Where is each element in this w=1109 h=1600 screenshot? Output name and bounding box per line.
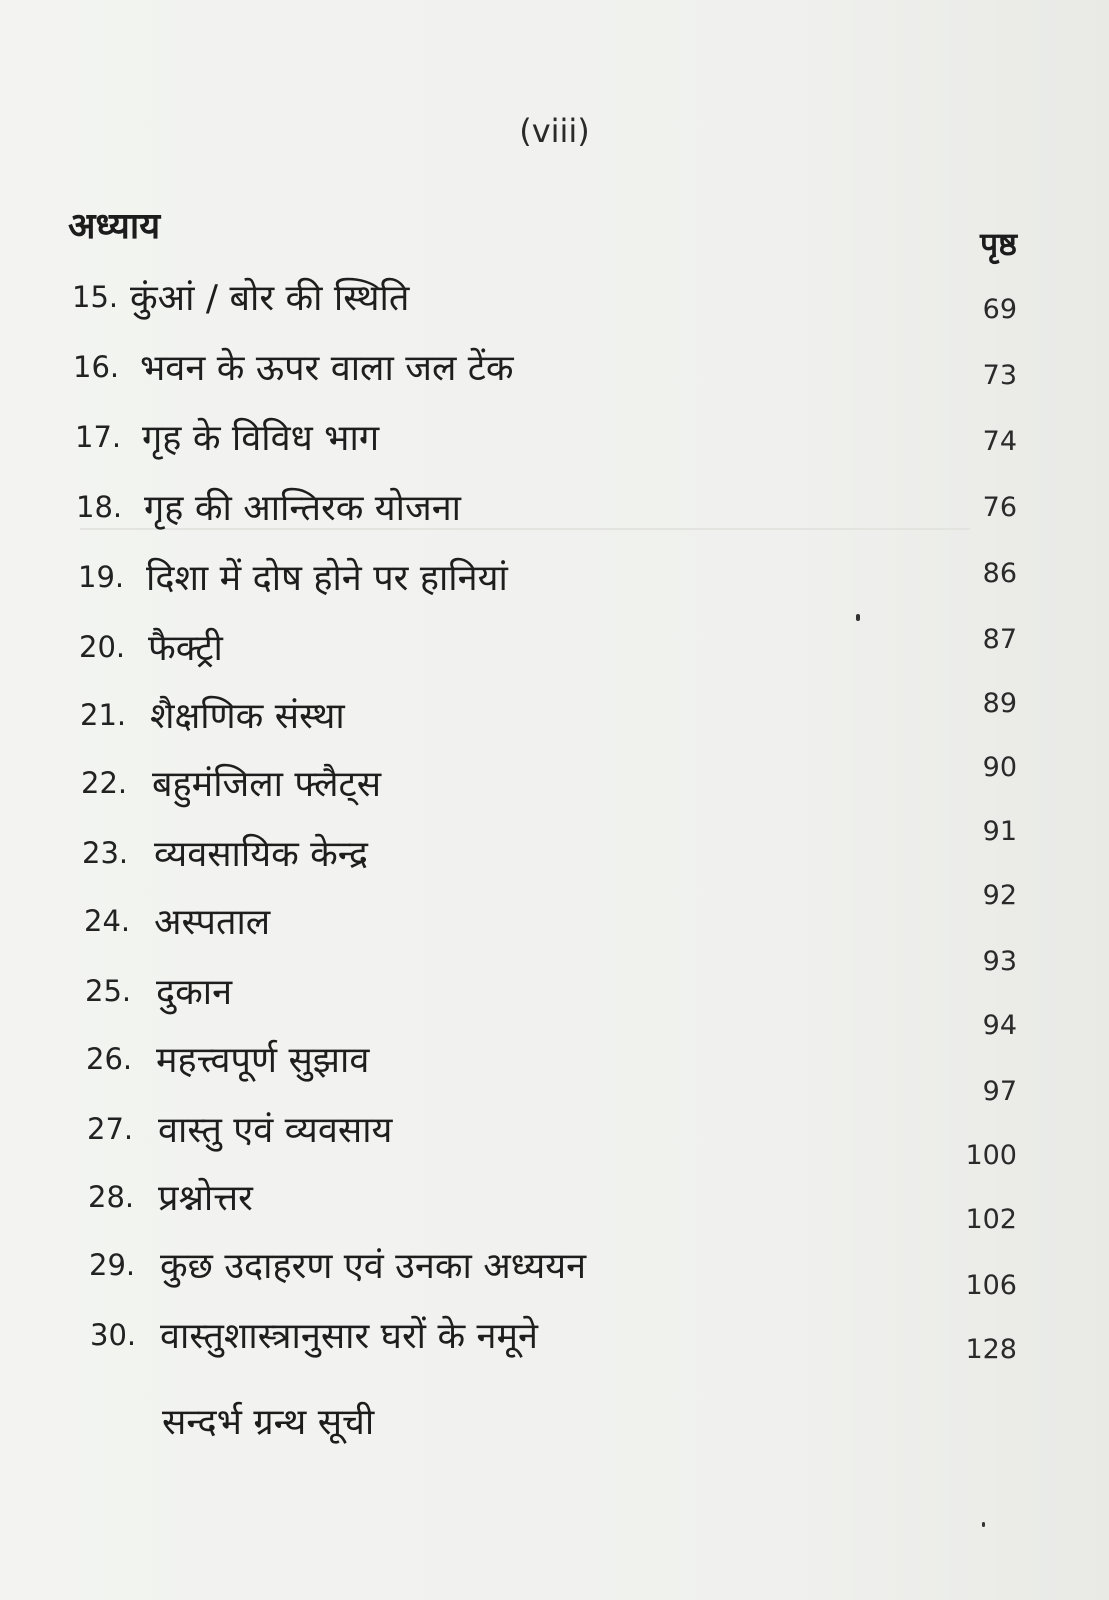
entry-page: 106 [965,1270,1017,1301]
toc-entry [0,752,1109,808]
entry-page: 89 [982,688,1017,719]
toc-entry [0,1010,1109,1084]
toc-entry [0,880,1109,946]
toc-entry [0,946,1109,1016]
entry-title: महत्त्वपूर्ण सुझाव [156,1040,370,1081]
page-number-header: (viii) [519,112,590,150]
toc-entry [0,1076,1109,1154]
entry-title: अस्पताल [154,902,271,943]
entry-title: गृह के विविध भाग [142,418,380,459]
entry-number: 24. [84,904,131,938]
entry-number: 22. [81,766,128,800]
entry-number: 21. [80,698,127,732]
toc-entry [0,412,1109,462]
ink-speck [856,614,860,621]
toc-entry [0,342,1109,392]
entry-title: भवन के ऊपर वाला जल टेंक [140,348,514,389]
entry-title: शैक्षणिक संस्था [150,696,345,737]
toc-entry [0,816,1109,878]
entry-number: 15. [72,280,119,314]
entry-page: 73 [982,360,1017,391]
entry-number: 23. [82,836,129,870]
entry-number: 26. [86,1042,133,1076]
entry-page: 69 [982,294,1017,325]
toc-entry [0,1140,1109,1222]
entry-title: बहुमंजिला फ्लैट्स [152,764,382,805]
page-column-heading: पृष्ठ [979,225,1017,263]
entry-number: 17. [75,420,122,454]
entry-title: वास्तुशास्त्रानुसार घरों के नमूने [160,1316,539,1357]
entry-title: प्रश्नोत्तर [158,1178,253,1219]
entry-number: 29. [89,1248,136,1282]
entry-title: वास्तु एवं व्यवसाय [158,1110,393,1151]
entry-title: दिशा में दोष होने पर हानियां [146,558,508,599]
entry-page: 74 [982,426,1017,457]
entry-number: 19. [78,560,125,594]
entry-page: 94 [982,1010,1017,1041]
entry-page: 93 [982,946,1017,977]
entry-number: 25. [85,974,132,1008]
entry-number: 20. [79,630,126,664]
toc-entry [0,1270,1109,1360]
entry-title: फैक्ट्री [148,628,223,669]
entry-title: गृह की आन्तिरक योजना [144,488,462,529]
entry-number: 27. [87,1112,134,1146]
entry-page: 76 [982,492,1017,523]
entry-title: कुंआं / बोर की स्थिति [130,278,410,319]
entry-page: 91 [982,816,1017,847]
toc-entry [0,690,1109,740]
entry-page: 86 [982,558,1017,589]
entry-title: कुछ उदाहरण एवं उनका अध्ययन [160,1246,587,1287]
entry-page: 92 [982,880,1017,911]
entry-number: 18. [76,490,123,524]
toc-entry [0,622,1109,672]
chapter-column-heading: अध्याय [68,206,161,247]
entry-number: 28. [88,1180,135,1214]
entry-page: 87 [982,624,1017,655]
entry-page: 102 [965,1204,1017,1235]
bibliography-page: 128 [965,1334,1017,1365]
entry-title: व्यवसायिक केन्द्र [154,834,369,875]
entry-page: 90 [982,752,1017,783]
ink-speck [982,1522,985,1527]
entry-page: 100 [965,1140,1017,1171]
entry-number: 16. [73,350,120,384]
entry-title: दुकान [156,972,233,1013]
toc-entry [0,272,1109,325]
entry-number: 30. [90,1318,137,1352]
entry-page: 97 [982,1076,1017,1107]
toc-entry [0,552,1109,602]
toc-entry [0,482,1109,532]
toc-entry [0,1204,1109,1290]
bibliography-title: सन्दर्भ ग्रन्थ सूची [162,1402,375,1443]
